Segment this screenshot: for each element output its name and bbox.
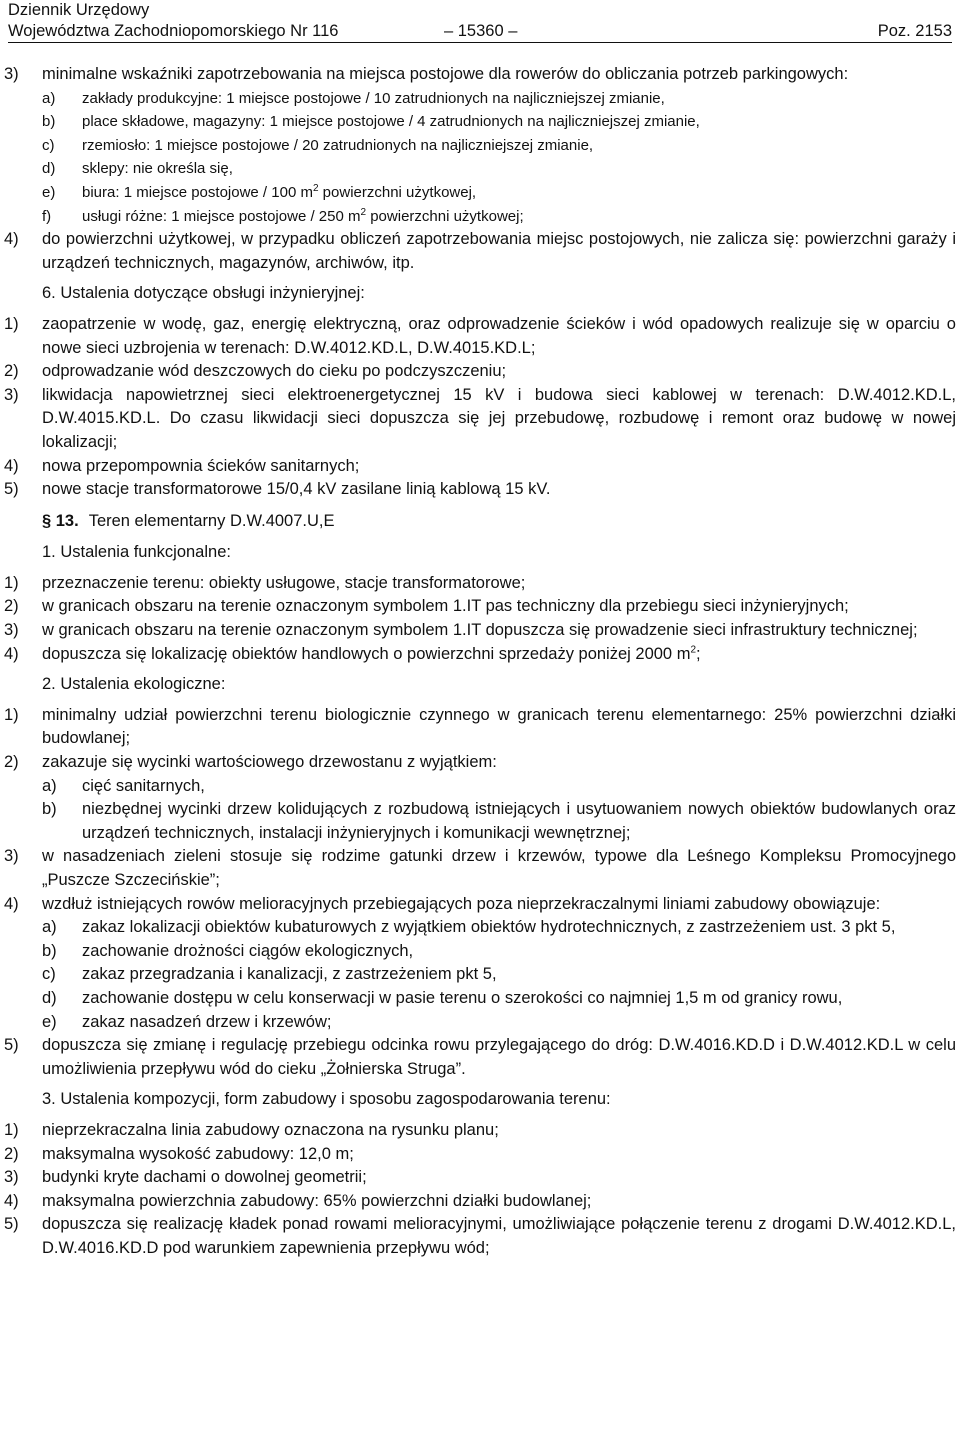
list-item (4, 751, 956, 775)
item-text: sklepy: nie określa się, (82, 160, 233, 178)
item-letter: d) (42, 988, 57, 1007)
item-letter: d) (42, 160, 56, 178)
item-text: wzdłuż istniejących rowów melioracyjnych przebiegających poza nieprzekraczalnymi liniami zabudowy obowiązuje: (42, 894, 881, 913)
item-text: w nasadzeniach zieleni stosuje się rodzime gatunki drzew i krzewów, typowe dla Leśnego Kompleksu Promocyjnego „Puszcze Szczecińskie”; (42, 847, 956, 889)
item-text: zakazuje się wycinki wartościowego drzewostanu z wyjątkiem: (42, 753, 497, 772)
item-text: w granicach obszaru na terenie oznaczonym symbolem 1.IT pas techniczny dla przebiegu sieci inżynieryjnych; (42, 597, 849, 616)
item-number: 3) (4, 621, 19, 640)
list-item (4, 595, 956, 619)
item-text: minimalne wskaźniki zapotrzebowania na miejsca postojowe dla rowerów do obliczania potrzeb parkingowych: (42, 65, 849, 83)
header-rule (8, 42, 952, 43)
item-number: 5) (4, 1215, 19, 1234)
sublist (4, 87, 956, 229)
list-item (4, 1166, 956, 1190)
list-item (42, 798, 956, 845)
list-item (4, 478, 956, 502)
item-text (42, 643, 956, 667)
item-text (82, 205, 956, 229)
item-text: budynki kryte dachami o dowolnej geometrii; (42, 1168, 367, 1187)
item-text: cięć sanitarnych, (82, 776, 205, 795)
list-item (42, 134, 956, 158)
item-letter: f) (42, 207, 52, 225)
item-text: rzemiosło: 1 miejsce postojowe / 20 zatrudnionych na najliczniejszej zmianie, (82, 136, 594, 154)
superscript: 2 (312, 182, 319, 194)
superscript: 2 (360, 206, 367, 218)
list-item (42, 775, 956, 799)
position-number: Poz. 2153 (877, 22, 952, 40)
list-item (4, 455, 956, 479)
item-number: 2) (4, 362, 19, 381)
item-text (82, 181, 956, 205)
section-title: 1. Ustalenia funkcjonalne: (42, 543, 231, 562)
item-letter: b) (42, 800, 57, 819)
list-item (4, 643, 956, 667)
list-item (4, 1119, 956, 1143)
item-number: 3) (4, 847, 19, 866)
list-item (4, 1213, 956, 1260)
item-number: 1) (4, 705, 19, 724)
item-number: 4) (4, 1191, 19, 1210)
item-number: 3) (4, 1168, 19, 1187)
item-number: 2) (4, 597, 19, 616)
item-text: zakaz nasadzeń drzew i krzewów; (82, 1012, 332, 1031)
text-part: powierzchni użytkowej; (366, 207, 524, 225)
item-number: 1) (4, 573, 19, 592)
journal-title: Dziennik Urzędowy (8, 1, 150, 19)
list-item (4, 360, 956, 384)
item-letter: e) (42, 1012, 57, 1031)
item-text: zakłady produkcyjne: 1 miejsce postojowe / 10 zatrudnionych na najliczniejszej zmianie, (82, 89, 665, 107)
item-number: 3) (4, 65, 19, 83)
item-number: 5) (4, 1036, 19, 1055)
section-title: 6. Ustalenia dotyczące obsługi inżynieryjnej: (42, 284, 365, 303)
item-text: przeznaczenie terenu: obiekty usługowe, stacje transformatorowe; (42, 573, 526, 592)
section-title: 2. Ustalenia ekologiczne: (42, 675, 226, 694)
item-number: 3) (4, 385, 19, 404)
item-number: 1) (4, 314, 19, 333)
item-text: zakaz lokalizacji obiektów kubaturowych z wyjątkiem obiektów hydrotechnicznych, z zastrzeżeniem ust. 3 pkt 5, (82, 918, 896, 937)
item-text: place składowe, magazyny: 1 miejsce postojowe / 4 zatrudnionych na najliczniejszej zmianie, (82, 113, 700, 131)
list-item (42, 205, 956, 229)
text-part: biura: 1 miejsce postojowe / 100 m (82, 183, 313, 201)
item-number: 4) (4, 644, 19, 663)
item-text: nowa przepompownia ścieków sanitarnych; (42, 456, 360, 475)
paragraph-sign: § 13. (42, 511, 79, 530)
item-number: 5) (4, 480, 19, 499)
text-part: powierzchni użytkowej, (318, 183, 477, 201)
journal-subtitle: Województwa Zachodniopomorskiego Nr 116 (8, 22, 339, 40)
list-item (4, 228, 956, 275)
item-text: likwidacja napowietrznej sieci elektroenergetycznej 15 kV i budowa sieci kablowej w terenach: D.W.4012.KD.L, D.W.4015.KD.L. Do czasu likwidacji sieci dopuszcza się jej przebudowę, rozbudowę i remont oraz budowę w nowej lokalizacji; (42, 385, 956, 451)
item-text: dopuszcza się zmianę i regulację przebiegu odcinka rowu przylegającego do dróg: D.W.4016.KD.D i D.W.4012.KD.L w celu umożliwienia przepływu wód do cieku „Żołnierska Struga”. (42, 1036, 956, 1078)
item-letter: e) (42, 183, 56, 201)
item-text: maksymalna wysokość zabudowy: 12,0 m; (42, 1144, 354, 1163)
list-item (42, 110, 956, 134)
list-item (42, 987, 956, 1011)
list-item (42, 963, 956, 987)
item-letter: a) (42, 89, 56, 107)
item-number: 2) (4, 1144, 19, 1163)
item-letter: a) (42, 776, 57, 795)
item-letter: c) (42, 965, 56, 984)
list-item (4, 63, 956, 87)
list-item (4, 619, 956, 643)
item-text: zaopatrzenie w wodę, gaz, energię elektryczną, oraz odprowadzenie ścieków i wód opadowych realizuje się w oparciu o nowe sieci uzbrojenia w terenach: D.W.4012.KD.L, D.W.4015.KD.L; (42, 314, 956, 357)
item-number: 4) (4, 230, 19, 249)
list-item (42, 181, 956, 205)
sublist (4, 775, 956, 846)
item-text: odprowadzanie wód deszczowych do cieku po podczyszczeniu; (42, 362, 507, 381)
list-item (42, 916, 956, 940)
list-item (4, 572, 956, 596)
item-number: 4) (4, 894, 19, 913)
item-text: nieprzekraczalna linia zabudowy oznaczona na rysunku planu; (42, 1120, 499, 1139)
text-part: dopuszcza się lokalizację obiektów handlowych o powierzchni sprzedaży poniżej 2000 m (42, 644, 691, 663)
list-item (4, 1190, 956, 1214)
item-text: w granicach obszaru na terenie oznaczonym symbolem 1.IT dopuszcza się prowadzenie sieci infrastruktury technicznej; (42, 621, 918, 640)
item-text: zachowanie drożności ciągów ekologicznych, (82, 941, 414, 960)
item-letter: c) (42, 136, 55, 154)
item-letter: a) (42, 918, 57, 937)
item-text: nowe stacje transformatorowe 15/0,4 kV zasilane linią kablową 15 kV. (42, 480, 551, 499)
item-text: niezbędnej wycinki drzew kolidujących z rozbudową istniejących i usytuowaniem nowych obiektów budowlanych oraz urządzeń technicznych, instalacji inżynieryjnych i komunikacji wewnętrznej; (82, 800, 956, 842)
list-item (4, 1143, 956, 1167)
text-part: usługi różne: 1 miejsce postojowe / 250 m (82, 207, 361, 225)
list-item (4, 845, 956, 892)
item-number: 1) (4, 1120, 19, 1139)
item-text: dopuszcza się realizację kładek ponad rowami melioracyjnymi, umożliwiające połączenie terenu z drogami D.W.4012.KD.L, D.W.4016.KD.D pod warunkiem zapewnienia przepływu wód; (42, 1215, 956, 1257)
item-text: zachowanie dostępu w celu konserwacji w pasie terenu o szerokości co najmniej 1,5 m od granicy rowu, (82, 988, 843, 1007)
list-item (4, 313, 956, 360)
section-title: 3. Ustalenia kompozycji, form zabudowy i sposobu zagospodarowania terenu: (42, 1090, 611, 1109)
page-header (4, 0, 956, 46)
sublist (4, 916, 956, 1034)
list-item (42, 157, 956, 181)
list-item (4, 384, 956, 455)
item-text: do powierzchni użytkowej, w przypadku obliczeń zapotrzebowania miejsc postojowych, nie zalicza się: powierzchni garaży i urządzeń technicznych, magazynów, archiwów, itp. (42, 230, 956, 272)
item-letter: b) (42, 941, 57, 960)
item-text: minimalny udział powierzchni terenu biologicznie czynnego w granicach terenu elementarnego: 25% powierzchni działki budowlanej; (42, 705, 956, 748)
list-item (4, 1034, 956, 1081)
paragraph-heading (4, 510, 956, 534)
item-number: 2) (4, 753, 19, 772)
superscript: 2 (690, 644, 697, 656)
item-letter: b) (42, 113, 56, 131)
item-number: 4) (4, 456, 19, 475)
list-item (4, 893, 956, 917)
paragraph-title: Teren elementarny D.W.4007.U,E (88, 511, 335, 530)
list-item (42, 87, 956, 111)
list-item (4, 704, 956, 751)
list-item (42, 1011, 956, 1035)
list-item (42, 940, 956, 964)
document-body (4, 46, 956, 1261)
item-text: maksymalna powierzchnia zabudowy: 65% powierzchni działki budowlanej; (42, 1191, 592, 1210)
item-text: zakaz przegradzania i kanalizacji, z zastrzeżeniem pkt 5, (82, 965, 497, 984)
page-number: – 15360 – (444, 22, 518, 40)
text-part: ; (696, 644, 701, 663)
